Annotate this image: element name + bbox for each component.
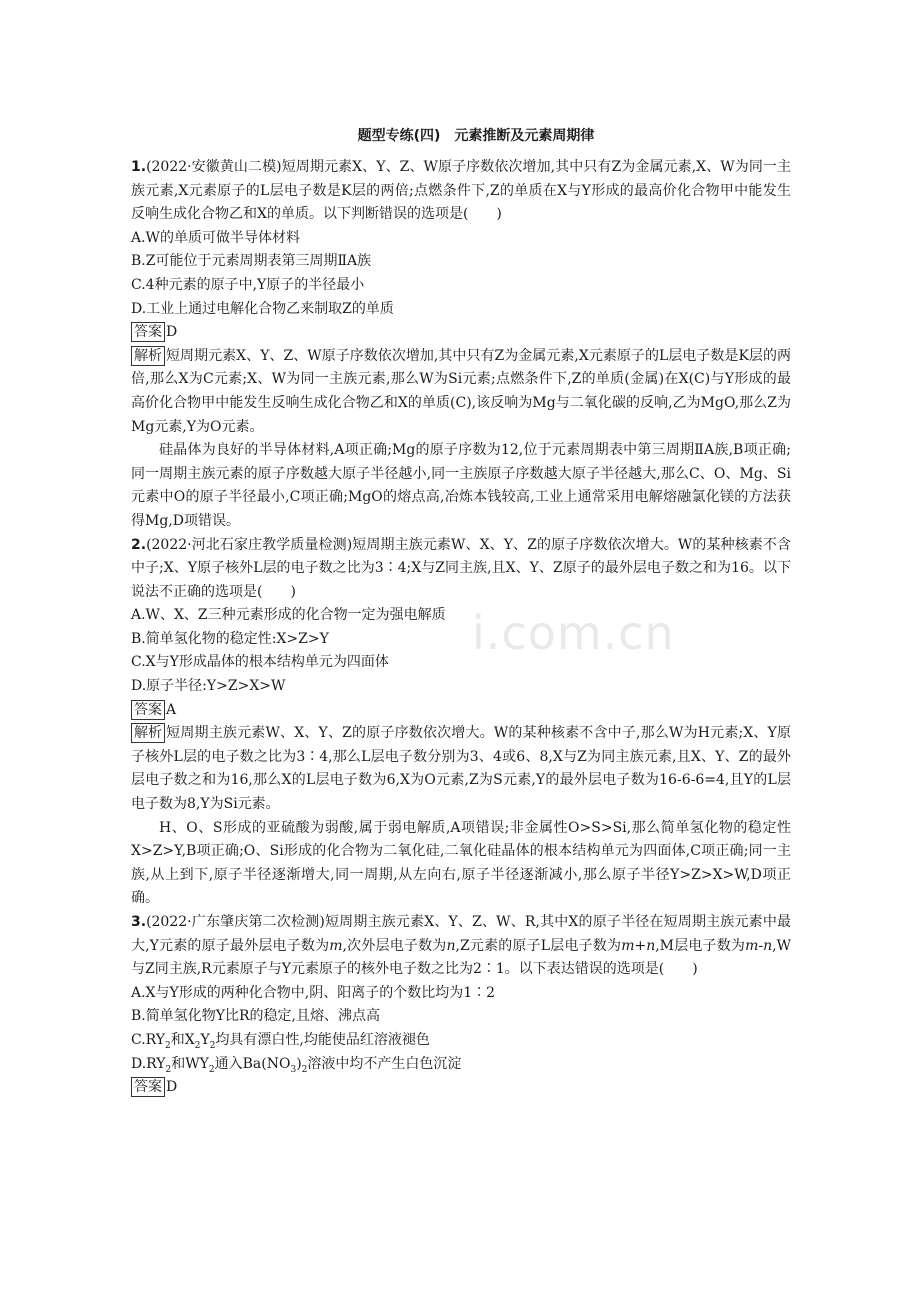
question-number: 2. — [131, 536, 147, 553]
stem-text: (2022·广东肇庆第二次检测)短周期主族元素X、Y、Z、W、R,其中X的原子半径在短周期主族元素中最大,Y元素的原子最外层电子数为 — [131, 914, 791, 954]
watermark: i.com.cn — [472, 606, 675, 660]
option-b: B.Z可能位于元素周期表第三周期ⅡA族 — [131, 253, 372, 270]
question-3-stem — [131, 911, 791, 982]
analysis-paragraph-2: H、O、S形成的亚硫酸为弱酸,属于弱电解质,A项错误;非金属性O>S>Si,那么简单氢化物的稳定性X>Z>Y,B项正确;O、Si形成的化合物为二氧化硅,二氧化硅晶体的根本结构单元为四面体,C项正确;同一主族,从上到下,原子半径逐渐增大,同一周期,从左向右,原子半径逐渐减小,那么原子半径Y>Z>X>W,D项正确。 — [131, 819, 791, 907]
stem-text: ,W与Z同主族,R元素原子与Y元素原子的核外电子数之比为2∶1。以下表达错误的选项是( ) — [131, 937, 791, 978]
answer-tag: 答案 — [131, 322, 165, 342]
subscript: 2 — [208, 1064, 215, 1075]
analysis-text: 短周期元素X、Y、Z、W原子序数依次增加,其中只有Z为金属元素,X元素原子的L层电子数是K层的两倍,那么X为C元素;X、W为同一主族元素,那么W为Si元素;点燃条件下,Z的单质(金属)在X(C)与Y形成的最高价化合物甲中能发生反响生成化合物乙和X的单质(C),该反响为Mg与二氧化碳的反响,乙为MgO,那么Z为Mg元素,Y为O元素。 — [131, 347, 791, 435]
option-a: A.W的单质可做半导体材料 — [131, 229, 300, 246]
option-b: B.简单氢化物Y比R的稳定,且熔、沸点高 — [131, 1008, 380, 1025]
subscript: 2 — [209, 1040, 216, 1051]
option-text: D.RY — [131, 1055, 166, 1072]
stem-text: (2022·安徽黄山二模)短周期元素X、Y、Z、W原子序数依次增加,其中只有Z为金属元素,X、W为同一主族元素,X元素原子的L层电子数是K层的两倍;点燃条件下,Z的单质在X与Y形成的最高价化合物甲中能发生反响生成化合物乙和X的单质。以下判断错误的选项是( ) — [131, 159, 791, 223]
analysis-tag: 解析 — [131, 723, 165, 743]
option-text: ) — [296, 1055, 302, 1072]
stem-text: ,M层电子数为 — [655, 937, 746, 954]
option-d: D.原子半径:Y>Z>X>W — [131, 678, 286, 695]
answer-tag: 答案 — [131, 1077, 165, 1097]
analysis-text: 短周期主族元素W、X、Y、Z的原子序数依次增大。W的某种核素不含中子,那么W为H元素;X、Y原子核外L层的电子数之比为3∶4,那么L层电子数分别为3、4或6、8,X与Z为同主族元素,且X、Y、Z的最外层电子数之和为16,那么X的L层电子数为6,X为O元素,Z为S元素,Y的最外层电子数为16-6-6=4,且Y的L层电子数为8,Y为Si元素。 — [131, 725, 791, 813]
var-n: n — [446, 937, 456, 954]
analysis-paragraph — [131, 345, 791, 439]
question-number: 3. — [131, 914, 147, 930]
var-m-minus-n: m-n — [745, 937, 773, 954]
option-b: B.简单氢化物的稳定性:X>Z>Y — [131, 630, 329, 647]
answer-value: D — [166, 1079, 178, 1096]
analysis-paragraph — [131, 722, 791, 816]
option-a: A.W、X、Z三种元素形成的化合物一定为强电解质 — [131, 607, 446, 624]
page-title: 题型专练(四) 元素推断及元素周期律 — [357, 128, 595, 144]
answer-value: D — [166, 324, 178, 341]
option-text: 和WY — [171, 1055, 209, 1072]
answer-line — [131, 1076, 791, 1100]
stem-text: (2022·河北石家庄教学质量检测)短周期主族元素W、X、Y、Z的原子序数依次增大。W的某种核素不含中子;X、Y原子核外L层的电子数之比为3∶4;X与Z同主族,且X、Y、Z原子的最外层电子数之和为16。以下说法不正确的选项是( ) — [131, 536, 791, 600]
subscript: 2 — [194, 1040, 201, 1051]
option-d: D.工业上通过电解化合物乙来制取Z的单质 — [131, 300, 394, 317]
option-d — [131, 1053, 791, 1077]
question-number: 1. — [131, 159, 147, 175]
option-text: C.RY — [131, 1031, 166, 1048]
var-m: m — [329, 937, 343, 954]
option-c: C.X与Y形成晶体的根本结构单元为四面体 — [131, 654, 389, 671]
subscript: 2 — [301, 1064, 308, 1075]
answer-value: A — [166, 701, 177, 718]
option-text: 溶液中均不产生白色沉淀 — [307, 1055, 462, 1072]
analysis-paragraph-2: 硅晶体为良好的半导体材料,A项正确;Mg的原子序数为12,位于元素周期表中第三周期ⅡA族,B项正确;同一周期主族元素的原子序数越大原子半径越小,同一主族原子序数越大原子半径越大,那么C、O、Mg、Si元素中O的原子半径最小,C项正确;MgO的熔点高,冶炼本钱较高,工业上通常采用电解熔融氯化镁的方法获得Mg,D项错误。 — [131, 442, 791, 529]
subscript: 2 — [165, 1064, 172, 1075]
document-page — [131, 126, 791, 1100]
stem-text: ,次外层电子数为 — [342, 937, 447, 954]
subscript: 3 — [290, 1064, 297, 1075]
subscript: 2 — [165, 1040, 171, 1051]
option-c: C.4种元素的原子中,Y原子的半径最小 — [131, 276, 365, 293]
answer-line — [131, 699, 791, 723]
option-text: 通入Ba(NO — [214, 1055, 291, 1072]
answer-line — [131, 321, 791, 345]
option-text: Y — [200, 1031, 210, 1048]
option-c — [131, 1029, 791, 1053]
option-text: 均具有漂白性,均能使品红溶液褪色 — [215, 1031, 430, 1048]
answer-tag: 答案 — [131, 700, 165, 720]
question-2-stem — [131, 534, 791, 605]
question-1-stem — [131, 156, 791, 227]
option-text: 和X — [170, 1031, 195, 1048]
option-a: A.X与Y形成的两种化合物中,阴、阳离子的个数比均为1∶2 — [131, 984, 496, 1001]
analysis-tag: 解析 — [131, 346, 165, 366]
var-m-plus-n: m+n — [621, 937, 656, 954]
stem-text: ,Z元素的原子L层电子数为 — [455, 937, 622, 954]
